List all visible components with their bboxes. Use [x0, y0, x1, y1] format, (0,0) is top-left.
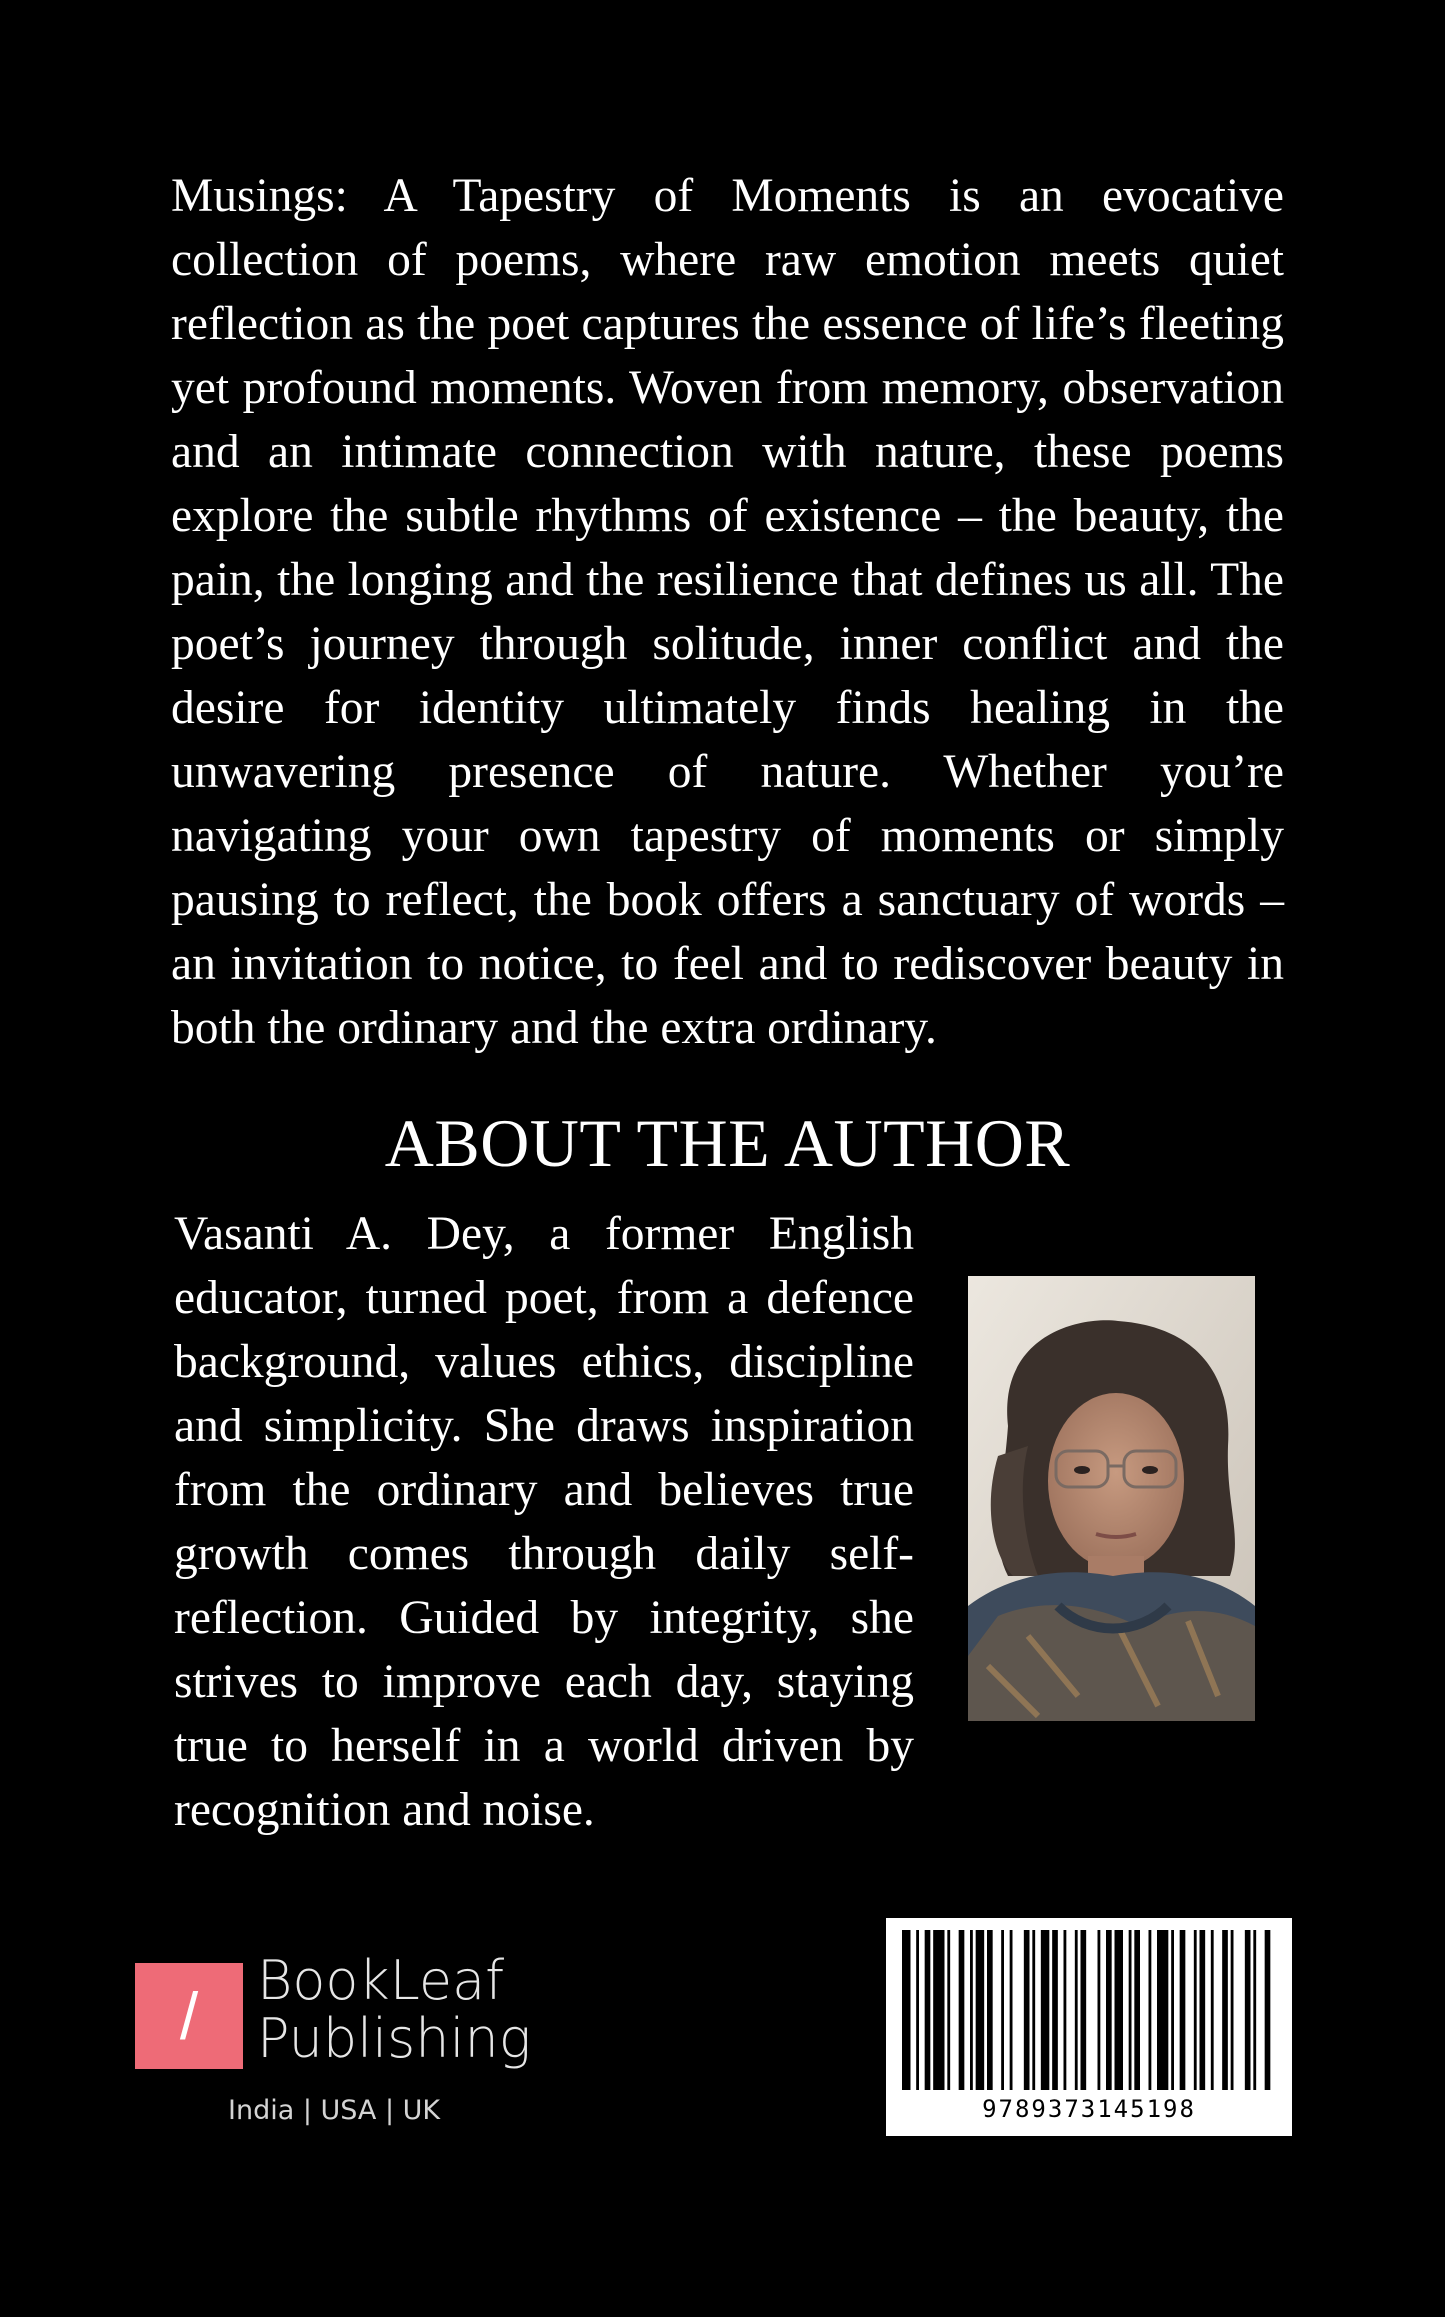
barcode-bar — [1134, 1930, 1140, 2090]
publisher-mark — [135, 1963, 243, 2069]
author-photo — [968, 1276, 1255, 1721]
barcode-bar — [1052, 1930, 1058, 2090]
barcode-bar — [1081, 1930, 1087, 2090]
barcode-bar — [1098, 1930, 1101, 2090]
barcode-bar — [1180, 1930, 1186, 2090]
barcode-bar — [1194, 1930, 1197, 2090]
barcode-bar — [902, 1930, 911, 2090]
barcode-bar — [1115, 1930, 1124, 2090]
publisher-regions: India | USA | UK — [228, 2095, 441, 2126]
barcode-bar — [1106, 1930, 1112, 2090]
barcode-bar — [947, 1930, 950, 2090]
barcode-bar — [1001, 1930, 1004, 2090]
book-blurb: Musings: A Tapestry of Moments is an evocative collection of poems, where raw emotion meets quiet reflection as the poet captures the essence of life’s fleeting yet profound moments. Woven from memory, observation and an intimate connection with nature, these poems explore the subtle rhythms of existence – the beauty, the pain, the longing and the resilience that defines us all. The poet’s journey through solitude, inner conflict and the desire for identity ultimately finds healing in the unwavering presence of nature. Whether you’re navigating your own tapestry of moments or simply pausing to reflect, the book offers a sanctuary of words – an invitation to notice, to feel and to rediscover beauty in both the ordinary and the extra ordinary. — [171, 170, 1284, 1054]
barcode-bar — [1157, 1930, 1168, 2090]
barcode-bar — [1222, 1930, 1228, 2090]
isbn-barcode — [886, 1918, 1292, 2136]
barcode-bar — [1200, 1930, 1206, 2090]
barcode-bar — [976, 1930, 985, 2090]
barcode-bars — [902, 1930, 1276, 2090]
barcode-bar — [1129, 1930, 1132, 2090]
barcode-bar — [1010, 1930, 1013, 2090]
barcode-bar — [1149, 1930, 1152, 2090]
page-edge — [0, 2317, 1445, 2324]
barcode-bar — [1231, 1930, 1234, 2090]
publisher-name — [257, 1949, 557, 2070]
barcode-bar — [1171, 1930, 1174, 2090]
barcode-bar — [959, 1930, 965, 2090]
barcode-bar — [1253, 1930, 1256, 2090]
barcode-bar — [1041, 1930, 1050, 2090]
barcode-bar — [916, 1930, 919, 2090]
isbn-number: 9789373145198 — [982, 2095, 1196, 2123]
barcode-bar — [1211, 1930, 1214, 2090]
slash-icon: / — [179, 1979, 199, 2053]
barcode-bar — [925, 1930, 931, 2090]
barcode-bar — [987, 1930, 993, 2090]
barcode-bar — [970, 1930, 973, 2090]
barcode-bar — [933, 1930, 944, 2090]
publisher-name-line2: Publishing — [257, 2007, 532, 2070]
about-author-heading: ABOUT THE AUTHOR — [384, 1105, 1071, 1181]
publisher-name-line1: BookLeaf — [257, 1949, 505, 2012]
barcode-bar — [1075, 1930, 1078, 2090]
barcode-bar — [1024, 1930, 1030, 2090]
barcode-bar — [1064, 1930, 1067, 2090]
barcode-bar — [1245, 1930, 1251, 2090]
barcode-bar — [1265, 1930, 1271, 2090]
author-bio: Vasanti A. Dey, a former English educator, turned poet, from a defence background, values ethics, discipline and simplicity. She draws inspiration from the ordinary and believes true growth comes through daily self-reflection. Guided by integrity, she strives to improve each day, staying true to herself in a world driven by recognition and noise. — [174, 1208, 914, 1836]
publisher-logo — [135, 1949, 555, 2140]
barcode-bar — [1032, 1930, 1035, 2090]
